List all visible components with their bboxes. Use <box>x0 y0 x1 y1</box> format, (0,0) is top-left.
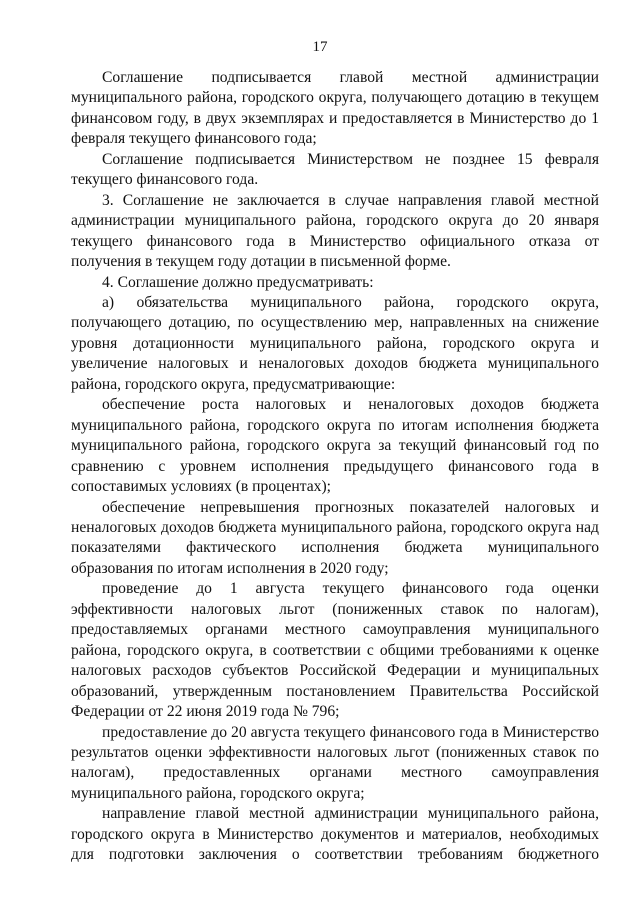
paragraph-revenue-growth: обеспечение роста налоговых и неналоговых доходов бюджета муниципального района, городского округа по итогам исполнения бюджета муниципального района, городского округа за текущий финансовый год по сравнению с уровнем исполнения предыдущего финансового года в сопоставимых условиях (в процентах); <box>71 396 599 496</box>
paragraph-subitem-a: а) обязательства муниципального района, городского округа, получающего дотацию, по осуществлению мер, направленных на снижение уровня дотационности муниципального района, городского округа и увеличение налоговых и неналоговых доходов бюджета муниципального района, городского округа, предусматривающие: <box>71 293 599 393</box>
paragraph-item-3: 3. Соглашение не заключается в случае направления главой местной администрации муниципального района, городского округа до 20 января текущего финансового года в Министерство официального отказа от получения в текущем году дотации в письменной форме. <box>71 191 599 271</box>
paragraph-forecast-limit: обеспечение непревышения прогнозных показателей налоговых и неналоговых доходов бюджета муниципального района, городского округа над показателями фактического исполнения бюджета муниципального образования по итогам исполнения в 2020 году; <box>71 498 599 577</box>
document-body <box>71 68 599 866</box>
page-number: 17 <box>312 39 328 55</box>
paragraph-assessment-results: предоставление до 20 августа текущего финансового года в Министерство результатов оценки эффективности налоговых льгот (пониженных ставок по налогам), предоставленных органами местного самоуправления муниципального района, городского округа; <box>71 723 599 802</box>
paragraph-item-4: 4. Соглашение должно предусматривать: <box>102 273 374 291</box>
paragraph-agreement-signing-local: Соглашение подписывается главой местной администрации муниципального района, городского округа, получающего дотацию в текущем финансовом году, в двух экземплярах и предоставляется в Министерство до 1 февраля текущего финансового года; <box>71 69 599 148</box>
paragraph-agreement-signing-ministry: Соглашение подписывается Министерством не позднее 15 февраля текущего финансового года. <box>71 150 599 189</box>
paragraph-tax-benefit-assessment: проведение до 1 августа текущего финансового года оценки эффективности налоговых льгот (пониженных ставок по налогам), предоставляемых органами местного самоуправления муниципального района, городского округа, в соответствии с общими требованиями к оценке налоговых расходов субъектов Российской Федерации и муниципальных образований, утвержденным постановлением Правительства Российской Федерации от 22 июня 2019 года № 796; <box>71 580 599 721</box>
paragraph-documents-submission: направление главой местной администрации муниципального района, городского округа в Министерство документов и материалов, необходимых для подготовки заключения о соответствии требованиям бюджетного <box>71 805 599 864</box>
